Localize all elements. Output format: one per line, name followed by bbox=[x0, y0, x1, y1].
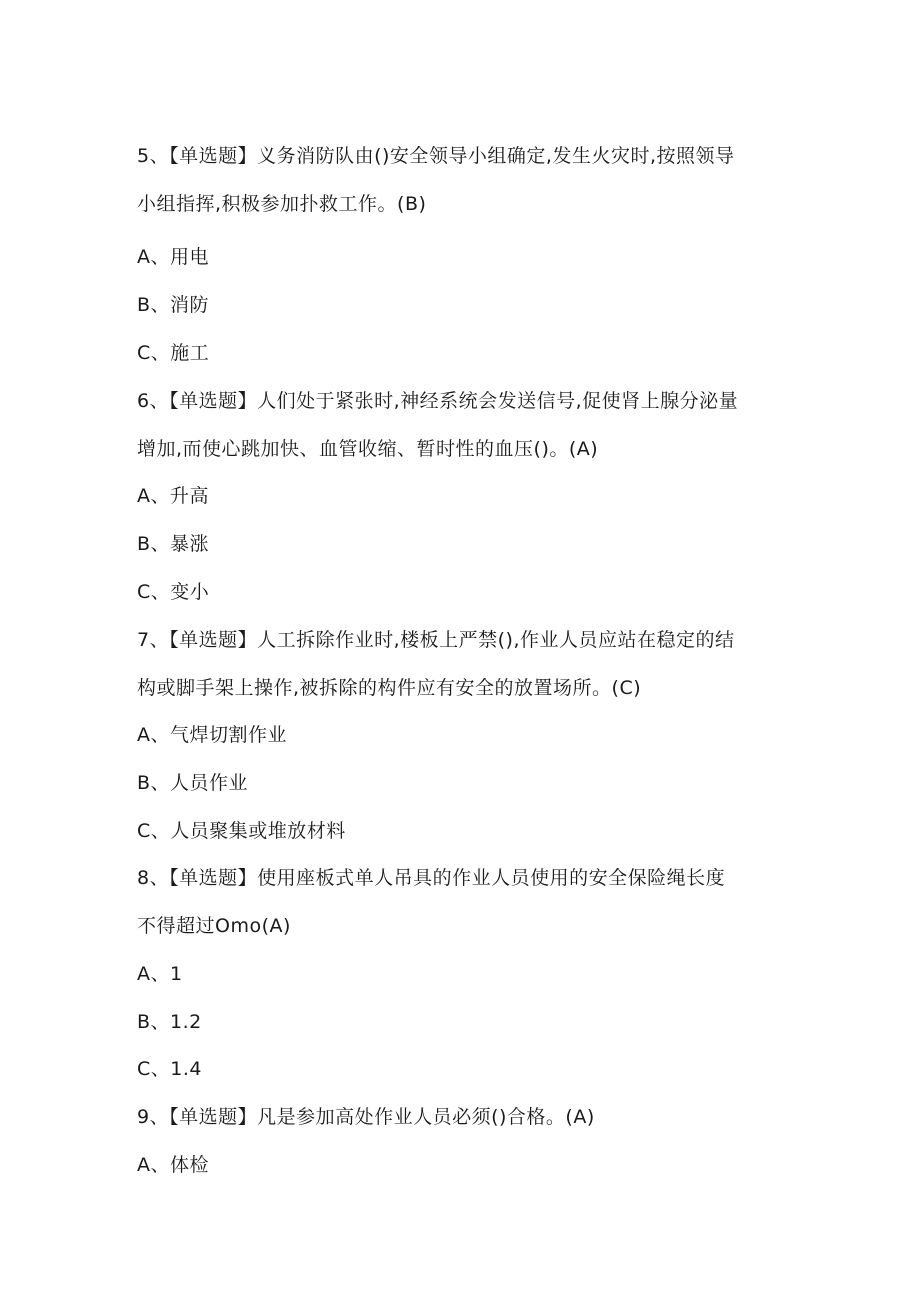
question-9-text-line-1: 9、【单选题】凡是参加高处作业人员必须()合格。(A) bbox=[137, 1106, 595, 1128]
question-6-text-line-2: 增加,而使心跳加快、血管收缩、暂时性的血压()。(A) bbox=[137, 438, 599, 460]
question-6-option-c: C、变小 bbox=[137, 581, 210, 603]
question-5-text-line-2: 小组指挥,积极参加扑救工作。(B) bbox=[137, 193, 427, 215]
question-8-option-b: B、1.2 bbox=[137, 1011, 202, 1033]
question-8-option-c: C、1.4 bbox=[137, 1058, 202, 1080]
question-6-option-a: A、升高 bbox=[137, 485, 209, 507]
question-5-option-a: A、用电 bbox=[137, 246, 209, 268]
question-9-option-a: A、体检 bbox=[137, 1154, 209, 1176]
question-5-option-b: B、消防 bbox=[137, 294, 210, 316]
question-6-option-b: B、暴涨 bbox=[137, 533, 210, 555]
question-7-text-line-1: 7、【单选题】人工拆除作业时,楼板上严禁(),作业人员应站在稳定的结 bbox=[137, 629, 735, 651]
question-8-text-line-1: 8、【单选题】使用座板式单人吊具的作业人员使用的安全保险绳长度 bbox=[137, 867, 726, 889]
question-8-text-line-2: 不得超过Omo(A) bbox=[137, 915, 291, 937]
question-7-option-b: B、人员作业 bbox=[137, 772, 249, 794]
question-7-option-a: A、气焊切割作业 bbox=[137, 724, 287, 746]
question-6-text-line-1: 6、【单选题】人们处于紧张时,神经系统会发送信号,促使肾上腺分泌量 bbox=[137, 390, 739, 412]
question-8-option-a: A、1 bbox=[137, 963, 183, 985]
question-7-option-c: C、人员聚集或堆放材料 bbox=[137, 820, 346, 842]
question-7-text-line-2: 构或脚手架上操作,被拆除的构件应有安全的放置场所。(C) bbox=[137, 677, 642, 699]
question-5-option-c: C、施工 bbox=[137, 342, 210, 364]
question-5-text-line-1: 5、【单选题】义务消防队由()安全领导小组确定,发生火灾时,按照领导 bbox=[137, 145, 735, 167]
